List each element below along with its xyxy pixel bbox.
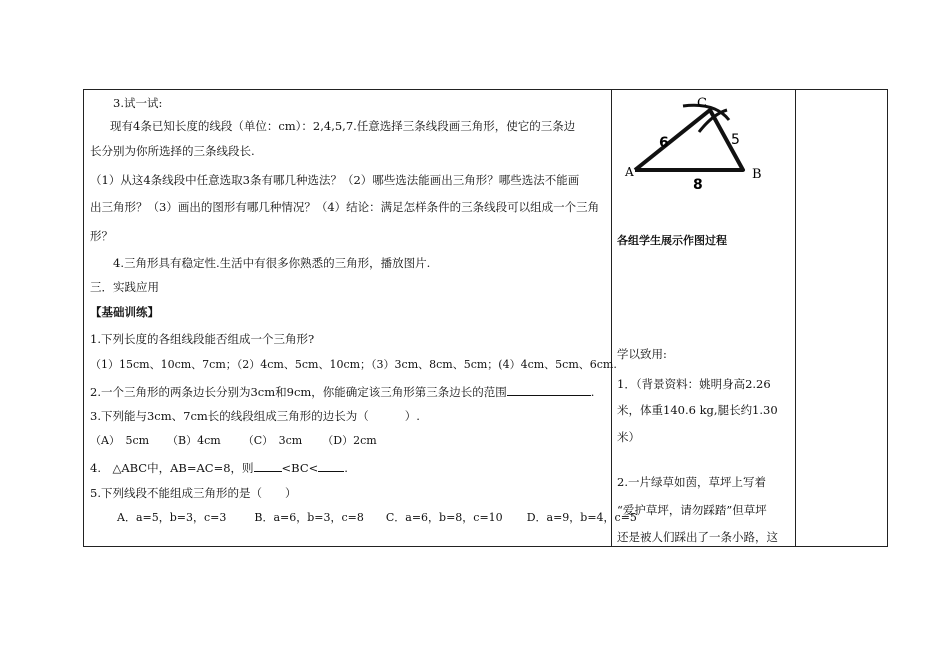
exercise-2 — [90, 384, 594, 399]
exercise-4 — [90, 460, 348, 475]
exercise-5: 5.下列线段不能组成三角形的是（ ） — [90, 486, 297, 500]
exercise-4-mid: <BC< — [281, 461, 319, 475]
item-1-line-1: 1．（背景资料：姚明身高2.26 — [617, 377, 771, 391]
option-d: （D）2cm — [322, 434, 377, 447]
label-a: A — [625, 165, 634, 179]
triangle-figure — [615, 92, 775, 192]
exercise-4-end: . — [344, 461, 348, 475]
option-a: （A） 5cm — [90, 434, 150, 447]
exercise-3-options — [90, 434, 377, 448]
column-divider-left — [611, 89, 612, 547]
label-b: B — [752, 167, 762, 182]
side-ac-length: 6 — [659, 135, 669, 151]
exercise-3 — [90, 409, 420, 423]
side-bc-length: 5 — [731, 132, 740, 148]
item-2-line-1: 2.一片绿草如茵，草坪上写着 — [617, 475, 766, 489]
option-b: （B）4cm — [167, 434, 221, 447]
stability-line: 4.三角形具有稳定性.生活中有很多你熟悉的三角形，播放图片. — [113, 256, 431, 270]
apply-title: 学以致用: — [617, 347, 667, 361]
column-divider-right — [795, 89, 796, 547]
item-2-line-3: 还是被人们踩出了一条小路，这 — [617, 530, 778, 544]
option-c: （C） 3cm — [242, 434, 303, 447]
side-ab-length: 8 — [693, 177, 703, 192]
question-line-1: （1）从这4条线段中任意选取3条有哪几种选法？（2）哪些选法能画出三角形？哪些选法不能画 — [90, 173, 580, 187]
figure-caption: 各组学生展示作图过程 — [617, 234, 727, 247]
question-line-3: 形？ — [90, 229, 113, 243]
option-b: B．a=6，b=3，c=8 — [254, 511, 364, 524]
exercise-1-options: （1）15cm、10cm、7cm；（2）4cm、5cm、10cm；（3）3cm、8cm、5cm；(4）4cm、5cm、6cm. — [90, 358, 617, 371]
option-c: C．a=6，b=8，c=10 — [385, 511, 503, 524]
para-line-1: 现有4条已知长度的线段（单位：cm）：2,4,5,7.任意选择三条线段画三角形，使它的三条边 — [110, 119, 576, 133]
exercise-2-text: 2.一个三角形的两条边长分别为3cm和9cm，你能确定该三角形第三条边长的范围 — [90, 385, 507, 399]
item-1-line-2: 米，体重140.6 kg,腿长约1.30 — [617, 403, 778, 417]
question-line-2: 出三角形？（3）画出的图形有哪几种情况？（4）结论：满足怎样条件的三条线段可以组成一个三角 — [90, 200, 600, 214]
item-1-line-3: 米） — [617, 430, 640, 444]
option-a: A．a=5，b=3，c=3 — [117, 511, 227, 524]
exercise-3-text: 3.下列能与3cm、7cm长的线段组成三角形的边长为（ — [90, 409, 369, 423]
section-three: 三．实践应用 — [90, 280, 159, 294]
exercise-1: 1.下列长度的各组线段能否组成一个三角形? — [90, 332, 315, 346]
answer-blank — [318, 460, 344, 472]
heading-try: 3.试一试: — [113, 96, 163, 110]
label-c: C — [697, 96, 707, 111]
answer-blank — [254, 460, 282, 472]
answer-blank — [507, 384, 591, 396]
para-line-2: 长分别为你所选择的三条线段长. — [90, 144, 255, 158]
exercise-5-options — [117, 511, 637, 525]
exercise-2-end: . — [590, 385, 595, 399]
exercise-3-end: ）. — [404, 409, 420, 423]
option-d: D．a=9，b=4，c=5 — [526, 511, 637, 524]
item-2-line-2: “爱护草坪，请勿踩踏”但草坪 — [617, 503, 767, 517]
basic-training-heading: 【基础训练】 — [90, 305, 159, 319]
exercise-4-prefix: 4. △ABC中，AB=AC=8，则 — [90, 461, 254, 475]
